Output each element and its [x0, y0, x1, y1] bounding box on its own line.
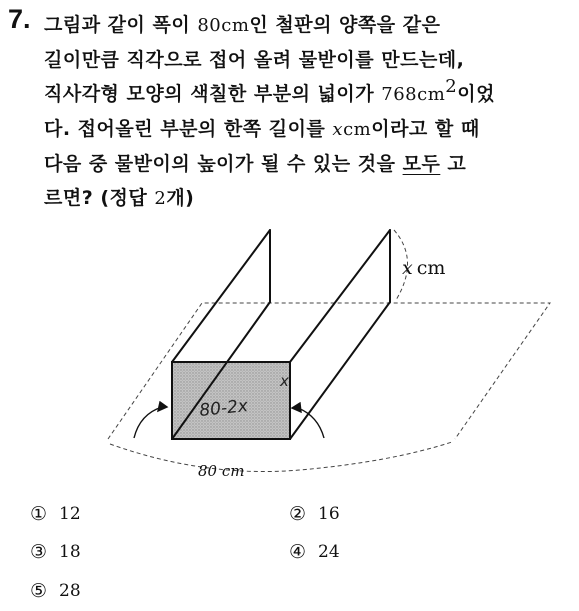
- choice-1[interactable]: ① 12: [30, 503, 81, 525]
- gutter-diagram: [0, 210, 579, 490]
- question-line-3: 직사각형 모양의 색칠한 부분의 넓이가 $768cm^2$이었: [44, 76, 495, 105]
- label-x-cm: x cm: [402, 257, 446, 279]
- label-side-x: x: [280, 372, 289, 390]
- question-line-1: 그림과 같이 폭이 80cm인 철판의 양쪽을 같은: [44, 14, 441, 36]
- question-text: [44, 8, 564, 216]
- question-line-2: 길이만큼 직각으로 접어 올려 물받이를 만드는데,: [44, 49, 465, 71]
- width-brace: [110, 442, 452, 472]
- question-line-4: 다. 접어올린 부분의 한쪽 길이를 xcm이라고 할 때: [44, 118, 480, 140]
- question-line-6: 르면? (정답 2개): [44, 187, 195, 209]
- choice-2[interactable]: ② 16: [289, 503, 340, 525]
- question-number: 7.: [8, 4, 31, 34]
- choice-4[interactable]: ④ 24: [289, 541, 340, 563]
- label-80cm: 80 cm: [198, 462, 245, 480]
- choice-5[interactable]: ⑤ 28: [30, 580, 81, 602]
- choice-3[interactable]: ③ 18: [30, 541, 81, 563]
- label-80-2x: 80-2x: [198, 395, 249, 421]
- underlined-word: 모두: [402, 153, 441, 175]
- question-line-5: 다음 중 물받이의 높이가 될 수 있는 것을 모두 고: [44, 153, 467, 175]
